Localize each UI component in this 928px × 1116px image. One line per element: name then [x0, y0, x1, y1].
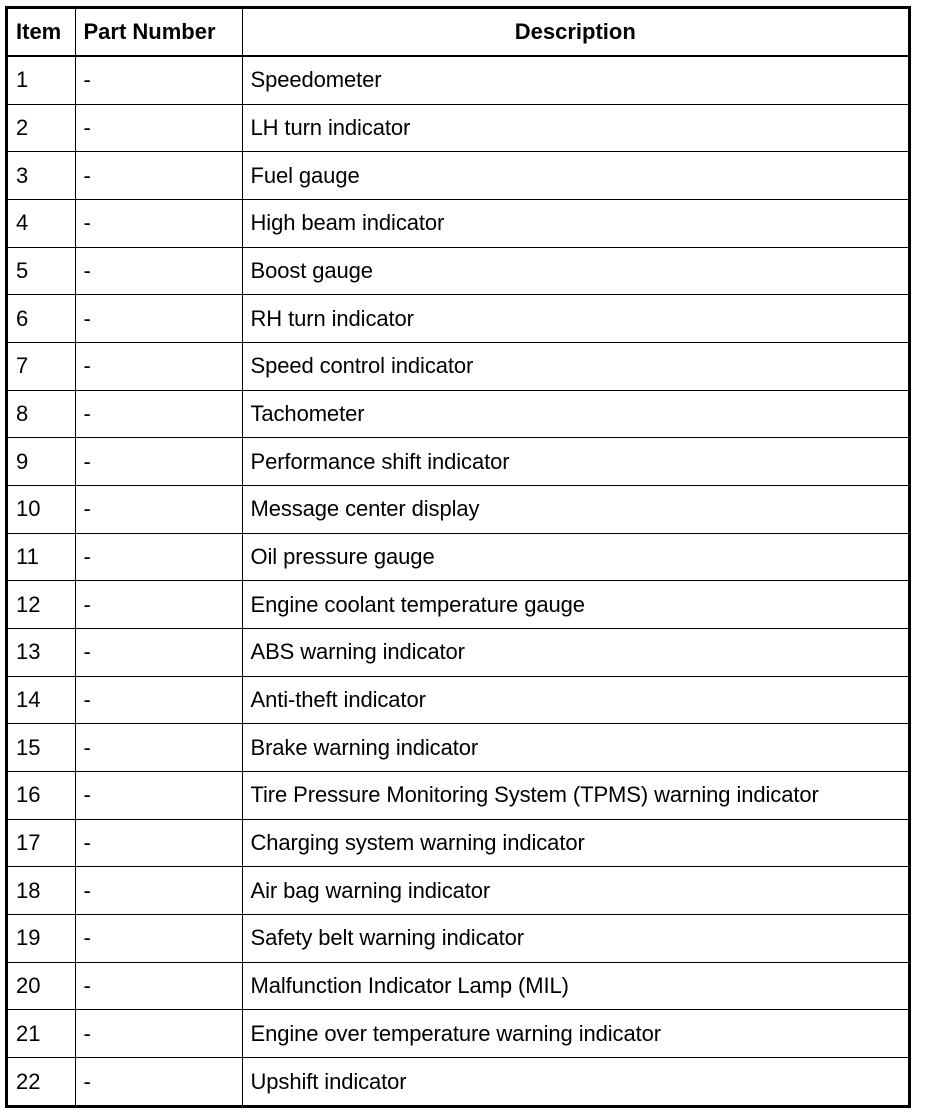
table-row: [8, 200, 908, 248]
cell-part-number: -: [75, 56, 242, 104]
header-row: [8, 9, 908, 56]
cell-item: 6: [8, 295, 75, 343]
cell-part-number: -: [75, 1058, 242, 1105]
table-row: [8, 915, 908, 963]
table-row: [8, 1010, 908, 1058]
cell-part-number: -: [75, 295, 242, 343]
table-row: [8, 819, 908, 867]
table-row: [8, 867, 908, 915]
cell-part-number: -: [75, 867, 242, 915]
table-row: [8, 772, 908, 820]
cell-part-number: -: [75, 724, 242, 772]
cell-item: 17: [8, 819, 75, 867]
cell-description: Upshift indicator: [242, 1058, 908, 1105]
cell-item: 14: [8, 676, 75, 724]
cell-part-number: -: [75, 581, 242, 629]
header-description: Description: [242, 9, 908, 56]
cell-description: Speedometer: [242, 56, 908, 104]
cell-description: Air bag warning indicator: [242, 867, 908, 915]
cell-item: 20: [8, 962, 75, 1010]
table-row: [8, 629, 908, 677]
cell-part-number: -: [75, 390, 242, 438]
cell-description: Message center display: [242, 486, 908, 534]
table-row: [8, 724, 908, 772]
cell-description: Anti-theft indicator: [242, 676, 908, 724]
cell-item: 2: [8, 104, 75, 152]
cell-description: Charging system warning indicator: [242, 819, 908, 867]
cell-part-number: -: [75, 772, 242, 820]
cell-item: 5: [8, 247, 75, 295]
cell-item: 12: [8, 581, 75, 629]
table-row: [8, 247, 908, 295]
cell-description: Tire Pressure Monitoring System (TPMS) warning indicator: [242, 772, 908, 820]
cell-description: Engine over temperature warning indicator: [242, 1010, 908, 1058]
cell-item: 19: [8, 915, 75, 963]
table-row: [8, 581, 908, 629]
cell-item: 18: [8, 867, 75, 915]
cell-item: 13: [8, 629, 75, 677]
cell-item: 7: [8, 343, 75, 391]
cell-part-number: -: [75, 200, 242, 248]
cell-description: Tachometer: [242, 390, 908, 438]
cell-part-number: -: [75, 962, 242, 1010]
table-row: [8, 390, 908, 438]
cell-description: Performance shift indicator: [242, 438, 908, 486]
cell-description: Brake warning indicator: [242, 724, 908, 772]
cell-part-number: -: [75, 629, 242, 677]
cell-description: Boost gauge: [242, 247, 908, 295]
cell-description: Fuel gauge: [242, 152, 908, 200]
cell-item: 9: [8, 438, 75, 486]
cell-description: Malfunction Indicator Lamp (MIL): [242, 962, 908, 1010]
cell-description: Speed control indicator: [242, 343, 908, 391]
cell-part-number: -: [75, 247, 242, 295]
cell-item: 1: [8, 56, 75, 104]
table-row: [8, 438, 908, 486]
table-row: [8, 1058, 908, 1105]
cell-item: 21: [8, 1010, 75, 1058]
cell-description: ABS warning indicator: [242, 629, 908, 677]
cell-description: RH turn indicator: [242, 295, 908, 343]
cell-part-number: -: [75, 1010, 242, 1058]
table-row: [8, 962, 908, 1010]
cell-description: Engine coolant temperature gauge: [242, 581, 908, 629]
cell-description: High beam indicator: [242, 200, 908, 248]
cell-part-number: -: [75, 438, 242, 486]
parts-table-container: [5, 6, 911, 1108]
cell-item: 8: [8, 390, 75, 438]
cell-description: Safety belt warning indicator: [242, 915, 908, 963]
header-item: Item: [8, 9, 75, 56]
cell-item: 22: [8, 1058, 75, 1105]
cell-part-number: -: [75, 819, 242, 867]
cell-part-number: -: [75, 676, 242, 724]
cell-part-number: -: [75, 486, 242, 534]
cell-description: Oil pressure gauge: [242, 533, 908, 581]
cell-part-number: -: [75, 915, 242, 963]
table-body: [8, 56, 908, 1105]
table-row: [8, 486, 908, 534]
cell-item: 10: [8, 486, 75, 534]
table-row: [8, 676, 908, 724]
cell-part-number: -: [75, 152, 242, 200]
cell-item: 3: [8, 152, 75, 200]
parts-table: [8, 9, 908, 1105]
cell-item: 16: [8, 772, 75, 820]
cell-item: 4: [8, 200, 75, 248]
cell-item: 15: [8, 724, 75, 772]
table-row: [8, 295, 908, 343]
table-row: [8, 152, 908, 200]
cell-part-number: -: [75, 533, 242, 581]
table-row: [8, 343, 908, 391]
cell-part-number: -: [75, 343, 242, 391]
cell-description: LH turn indicator: [242, 104, 908, 152]
table-row: [8, 104, 908, 152]
table-row: [8, 533, 908, 581]
header-part-number: Part Number: [75, 9, 242, 56]
table-row: [8, 56, 908, 104]
table-header: [8, 9, 908, 56]
cell-item: 11: [8, 533, 75, 581]
cell-part-number: -: [75, 104, 242, 152]
